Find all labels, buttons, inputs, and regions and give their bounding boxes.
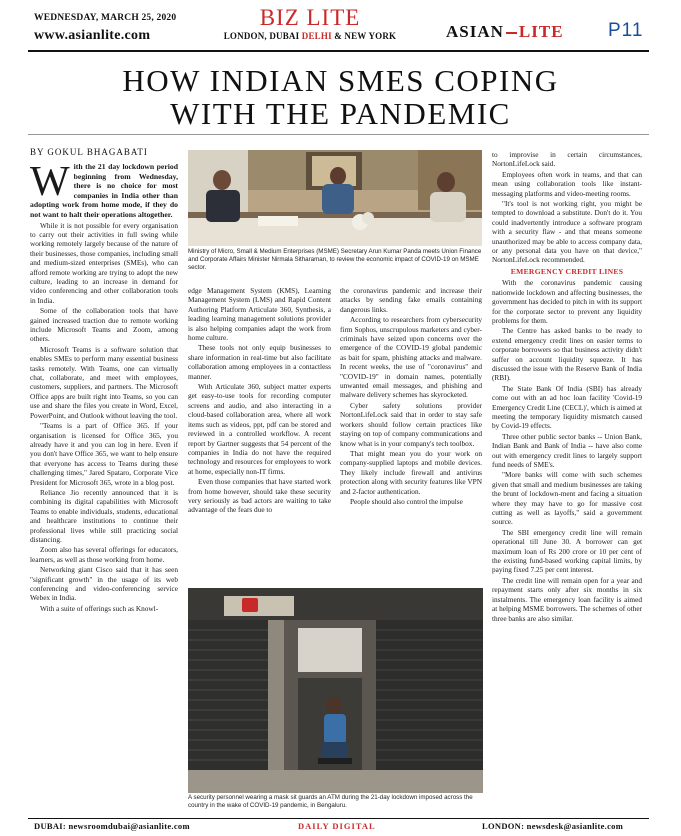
- byline: BY GOKUL BHAGABATI: [30, 147, 148, 157]
- meeting-photo-caption: Ministry of Micro, Small & Medium Enterprises (MSME) Secretary Arun Kumar Panda meets Union Finance and Corporate Affairs Minister Nirmala Sitharaman, to review the economic impact of COVID-19 on MSME sector.: [188, 248, 482, 271]
- section-banner: [195, 6, 425, 42]
- column-4: [492, 150, 642, 810]
- cities-line: [195, 30, 425, 42]
- top-rule: [28, 50, 649, 52]
- paragraph: "More banks will come with such schemes given that small and medium businesses are taking the brunt of lockdown-ment and facing a situation where they may have to go for massive cost cutting as well as layoffs," said a government source.: [492, 470, 642, 527]
- cities-suffix: & NEW YORK: [334, 31, 397, 41]
- atm-photo-image: [188, 588, 483, 793]
- atm-photo-caption: A security personnel wearing a mask sit guards an ATM during the 21-day lockdown imposed across the country in the wake of COVID-19 pandemic, in Bengaluru.: [188, 794, 473, 809]
- paragraph: "It's tool is not working right, you might be tempted to download a substitute. Don't do it. You could inadvertently introduce a software program with a security flaw - and that means someone unauthorized may be able to access company data, or any personal data you have on that device," NortonLifeLock recommended.: [492, 199, 642, 265]
- section-name: BIZ LITE: [259, 5, 361, 30]
- paragraph: The Centre has asked banks to be ready to extend emergency credit lines on easier terms to corporate borrowers so that business activity didn't suffer on account liquidity squeeze. It has discussed the issue with the Reserve Bank of India (RBI).: [492, 326, 642, 383]
- headline-line-1: HOW INDIAN SMES COPING: [122, 63, 559, 98]
- column-2: [188, 286, 331, 588]
- lead-paragraph: [30, 162, 178, 220]
- paragraph: Zoom also has several offerings for educators, learners, as well as those working from home.: [30, 545, 178, 564]
- paragraph: to improvise in certain circumstances, NortonLifeLock said.: [492, 150, 642, 169]
- paragraph: People should also control the impulse: [350, 496, 463, 506]
- meeting-photo-image: [188, 150, 482, 246]
- paragraph: "Teams is a part of Office 365. If your organisation is licensed for Office 365, you already have it and you can log in here. Even if you don't have Office 365, we want to help ensure that everyone has access to Teams during these challenging times," Jared Spataro, Corporate Vice President for Microsoft 365, wrote in a blog post.: [30, 421, 178, 487]
- paragraph: Networking giant Cisco said that it has seen "significant growth" in the usage of its web conferencing and video-conferencing service Webex in India.: [30, 565, 178, 603]
- column-1: [30, 162, 178, 807]
- paragraph: Employees often work in teams, and that can mean using collaboration tools like instant-messaging platforms and video-meeting rooms.: [492, 169, 642, 198]
- brand-dash: [506, 32, 517, 34]
- paragraph: With a suite of offerings such as Knowl-: [40, 603, 159, 613]
- site-url[interactable]: www.asianlite.com: [34, 28, 151, 43]
- paragraph: These tools not only equip businesses to share information in real-time but also facilitate collaboration among employees in a contactless manner.: [188, 343, 331, 381]
- footer-edition: DAILY DIGITAL: [298, 821, 376, 831]
- paragraph: Cyber safety solutions provider NortonLifeLock said that in order to stay safe workers should follow certain practices like staying on top of company communications and know what is in your company's tech toolbox.: [340, 400, 482, 448]
- footer-dubai-email[interactable]: DUBAI: newsroomdubai@asianlite.com: [34, 821, 190, 831]
- footer-rule: [28, 818, 649, 819]
- cities-prefix: LONDON, DUBAI: [223, 31, 300, 41]
- paragraph: According to researchers from cybersecurity firm Sophos, unscrupulous marketers and cyber-criminals have seized upon concerns over the emergence of the COVID-19 global pandemic as bait for spam, phishing attacks and malware. In recent weeks, the use of "coronavirus" and "COVID-19" in domain names, potentially unwanted email messages, and phishing and malware delivery schemes has skyrocketed.: [340, 315, 482, 400]
- subheading: EMERGENCY CREDIT LINES: [510, 266, 624, 276]
- paragraph: The credit line will remain open for a year and repayment starts only after six months in six instalments. The emergency loan facility is aimed at helping MSME borrowers. The schemes of other three banks are also similar.: [492, 575, 642, 623]
- brand-asian: ASIAN: [446, 22, 504, 41]
- paragraph: With the coronavirus pandemic causing nationwide lockdown and affecting businesses, the government has decided to pitch in with its support for the corporate sector to prevent any liquidity problems for them.: [492, 278, 642, 325]
- paragraph: Some of the collaboration tools that have gained increased traction due to remote working include Microsoft Teams and Zoom, among others.: [30, 306, 178, 344]
- issue-date: WEDNESDAY, MARCH 25, 2020: [34, 13, 177, 23]
- lead-text: ith the 21 day lockdown period beginning from Wednesday, there is no choice for most companies in India other than adopting work from home mode, if they do not want to halt their operations altogether.: [30, 162, 178, 219]
- paragraph: With Articulate 360, subject matter experts get easy-to-use tools for recording computer screens and audio, and also interacting in a cloud-based collaboration area, where all work items such as videos, ppt, pdf can be stored and reviewed in a controlled workflow. A recent report by Gartner suggests that 54 percent of the companies in India do not have the required technology and resources for employees to work at home, especially non-IT firms.: [188, 382, 331, 476]
- masthead: [0, 0, 681, 48]
- meeting-photo: [188, 150, 482, 246]
- page-number: P11: [608, 20, 644, 41]
- headline-line-2: WITH THE PANDEMIC: [170, 96, 511, 131]
- paragraph: While it is not possible for every organisation to carry out their activities in full swing while working remotely largely because of the nature of their businesses, those companies, including small and medium-sized enterprises (SMEs), who can afford remote working are trying to adopt the new culture, leading to an increase in demand for video conferencing and other collaboration tools in India.: [30, 220, 178, 305]
- brand-lite: LITE: [518, 22, 564, 41]
- headline-rule: [28, 134, 649, 135]
- paragraph: The SBI emergency credit line will remain operational till June 30. A borrower can get maximum loan of Rs 200 crore or 10 per cent of the existing fund-based working capital limits, by paying fixed 7.25 per cent interest.: [492, 527, 642, 575]
- atm-photo: [188, 588, 483, 793]
- paragraph: edge Management System (KMS), Learning Management System (LMS) and Rapid Content Authoring Platform Articulate 360, Synthesis, a leading learning management solutions provider is also helping companies adapt the work from home culture.: [188, 286, 331, 343]
- drop-cap: W: [30, 162, 70, 205]
- paragraph: Microsoft Teams is a software solution that enables SMEs to perform many essential business tasks remotely. With Teams, one can virtually chat, collaborate, and meet with employees, customers, suppliers, and partners. The Microsoft Office apps are built right into Teams, so you can use and share the files you create in Word, Excel, PowerPoint, and Outlook without leaving the tool.: [30, 344, 178, 420]
- paragraph: The State Bank Of India (SBI) has already come out with an ad hoc loan facility 'Covid-19 Emergency Credit Line (CECL)', which is aimed at meeting the temporary liquidity mismatch caused by Covid-19 effects.: [492, 383, 642, 431]
- paragraph: Three other public sector banks -- Union Bank, Indian Bank and Bank of India -- have also come out with emergency credit lines to largely support fund needs of SME's.: [492, 431, 642, 469]
- brand-logo: [446, 22, 564, 42]
- paragraph: Reliance Jio recently announced that it is combining its digital capabilities with Microsoft Teams to enable individuals, students, educational and healthcare institutions to continue their professional lives while still practicing social distancing.: [30, 487, 178, 544]
- headline: [30, 64, 651, 130]
- paragraph: the coronavirus pandemic and increase their attacks by sending fake emails containing dangerous links.: [340, 286, 482, 314]
- cities-red: DELHI: [301, 31, 332, 41]
- footer-london-email[interactable]: LONDON: newsdesk@asianlite.com: [482, 821, 624, 831]
- column-3: [340, 286, 482, 588]
- paragraph: That might mean you do your work on company-supplied laptops and mobile devices. They likely include firewall and antivirus protection along with security features like VPN and 2-factor authentication.: [340, 448, 482, 496]
- paragraph: Even those companies that have started work from home however, should take these security very seriously as bad actors are waiting to take advantage of the fears due to: [188, 477, 331, 515]
